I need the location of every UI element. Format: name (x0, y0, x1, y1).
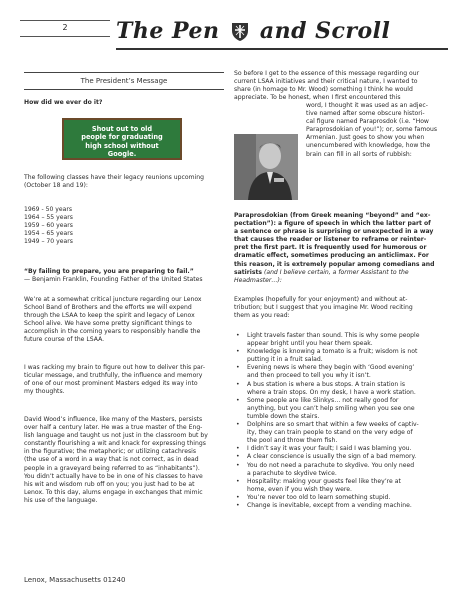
text-line: my thoughts. (24, 388, 65, 396)
text-line: • I didn’t say it was your fault; I said I was blaming you. (247, 445, 412, 453)
text-line: future course of the LSAA. (24, 336, 105, 344)
text-line: current LSAA initiatives and their critical nature, I wanted to (234, 78, 418, 86)
quote-block (24, 268, 203, 284)
text-line: dramatic effect, sometimes producing an anticlimax. For (234, 252, 429, 260)
intro-wrap-paragraph (306, 102, 437, 159)
text-line: • Knowledge is knowing a tomato is a fruit; wisdom is not (247, 348, 418, 356)
text-line: • Light travels faster than sound. This is why some people (247, 332, 420, 339)
reunion-item: 1969 - 50 years (24, 206, 73, 213)
joke-item (234, 453, 448, 461)
text-line: cal figure named Paraprosdok (i.e. “How (306, 118, 429, 126)
footer-address: Lenox, Massachusetts 01240 (24, 576, 126, 584)
text-line: We’re at a somewhat critical juncture regarding our Lenox (24, 296, 202, 303)
text-line: • Some people are like Slinkys… not really good for (247, 396, 399, 404)
text-line: tive named after some obscure histori- (306, 110, 425, 118)
section-heading: The President’s Message (80, 77, 168, 85)
reunion-item: 1959 – 60 years (24, 222, 73, 230)
text-line: through the LSAA to keep the spirit and legacy of Lenox (24, 312, 195, 320)
joke-item (234, 364, 448, 380)
text-line: the pool and throw them fish. (247, 437, 338, 445)
joke-item (234, 445, 448, 453)
definition-paragraph (234, 212, 434, 285)
text-line: Paraprosdokian (from Greek meaning “beyond” and “ex- (234, 212, 431, 219)
text-line: his wit and wisdom rub off on you; you just had to be at (24, 480, 195, 488)
text-line: ity, they can train people to stand on the very edge of (247, 429, 413, 437)
masthead (20, 18, 448, 58)
chalkboard-line: Shout out to old (91, 125, 153, 133)
text-line: • Evening news is where they begin with ‘Good evening’ (247, 364, 415, 372)
chalkboard-line: people for graduating (81, 133, 163, 142)
text-line: David Wood’s influence, like many of the Masters, persists (24, 416, 203, 423)
reunions-intro (24, 174, 204, 190)
text-line: putting it in a fruit salad. (247, 356, 323, 364)
examples-intro (234, 296, 413, 320)
text-line: (the use of a word in a way that is not correct, as in dead (24, 456, 199, 464)
italic-aside: Headmaster…): (234, 276, 282, 284)
text-line: people in a graveyard being referred to as “inhabitants”). (24, 464, 200, 472)
text-line: brain can fill in all sorts of rubbish: (306, 150, 412, 158)
text-line: • Change is inevitable, except from a vending machine. (247, 501, 412, 509)
joke-item (234, 381, 448, 397)
italic-aside: (and I believe certain, a former Assistant to the (262, 268, 409, 276)
text-line: So before I get to the essence of this message regarding our (234, 70, 420, 77)
text-line: pret the first part. It is frequently used for humorous or (234, 244, 427, 252)
text-line: them as you read: (234, 312, 290, 320)
text-line: School alive. We have some pretty significant things to (24, 320, 192, 328)
joke-item (234, 348, 448, 364)
text-line: (October 18 and 19): (24, 182, 88, 190)
text-line: Paraprosdokian of you!”); or, some famous (306, 126, 438, 134)
text-line: • You’re never too old to learn something stupid. (247, 493, 391, 501)
text-line: School Band of Brothers and the efforts we will expend (24, 304, 192, 312)
joke-item (234, 494, 448, 502)
paragraph-2 (24, 364, 205, 396)
page-number-rule-bottom (20, 36, 110, 37)
title-left: The Pen (116, 18, 220, 44)
intro-paragraph (234, 70, 419, 102)
text-line: tumble down the stairs. (247, 412, 320, 420)
text-line: that causes the reader or listener to reframe or reinter- (234, 236, 427, 244)
text-line: of one of our most prominent Masters edged its way into (24, 380, 198, 388)
quote-text: “By failing to prepare, you are preparing to fail.” (24, 268, 194, 275)
text-line: in the figurative; the metaphoric; or utilizing catachresis (24, 448, 197, 456)
text-line: accomplish in the coming years to responsibly handle the (24, 328, 201, 336)
text-line: word, I thought it was used as an adjec- (306, 102, 428, 109)
text-line: this reason, it is extremely popular among comedians and (234, 260, 435, 268)
page-number-rule-top (20, 20, 110, 21)
joke-item (234, 502, 448, 510)
question-heading: How did we ever do it? (24, 99, 103, 106)
chalkboard-line: Google. (107, 150, 137, 159)
text-line: a sentence or phrase is surprising or unexpected in a way (234, 228, 434, 236)
text-line: home, even if you wish they were. (247, 485, 352, 493)
text-line: • You do not need a parachute to skydive. You only need (247, 461, 415, 469)
paragraph-3 (24, 416, 208, 505)
text-line: I was racking my brain to figure out how to deliver this par- (24, 364, 206, 371)
paragraph-1 (24, 296, 202, 345)
joke-item (234, 478, 448, 494)
text-line: lish language and taught us not just in the classroom but by (24, 432, 208, 440)
title-right: and Scroll (259, 18, 391, 44)
reunion-item: 1964 – 55 years (24, 214, 73, 222)
masthead-rule (116, 48, 448, 50)
text-line: Examples (hopefully for your enjoyment) and without at- (234, 296, 408, 303)
joke-list (234, 332, 448, 510)
text-line (234, 277, 434, 285)
text-line: ticular message, and truthfully, the influence and memory (24, 372, 203, 380)
text-line: over half a century later. He was a true master of the Eng- (24, 424, 203, 432)
text-line: • A clear conscience is usually the sign of a bad memory. (247, 453, 417, 461)
text-line: a parachute to skydive twice. (247, 469, 337, 477)
text-line: constantly flourishing a wit and knack for expressing things (24, 440, 206, 448)
text-line: • Dolphins are so smart that within a few weeks of captiv- (247, 421, 419, 429)
text-line (234, 269, 434, 277)
text-line: tribution; but I suggest that you imagine Mr. Wood reciting (234, 304, 413, 312)
section-heading-box (24, 72, 224, 90)
text-line: Lenox. To this day, alums engage in exchanges that mimic (24, 488, 203, 496)
bold-term: satirists (234, 268, 263, 276)
reunion-item: 1949 – 70 years (24, 238, 73, 246)
chalkboard-line: high school without (85, 141, 159, 150)
joke-item (234, 421, 448, 445)
chalkboard-image (62, 118, 182, 160)
text-line: Armenian. Just goes to show you when (306, 134, 425, 142)
text-line: anything, but you can’t help smiling when you see one (247, 404, 415, 412)
quote-attribution: — Benjamin Franklin, Founding Father of the United States (24, 276, 203, 284)
page-number: 2 (62, 23, 68, 32)
joke-item (234, 462, 448, 478)
text-line: where a train stops. On my desk, I have a work station. (247, 388, 416, 396)
text-line: • A bus station is where a bus stops. A train station is (247, 380, 406, 388)
text-line: appear bright until you hear them speak. (247, 340, 373, 348)
text-line: unencumbered with knowledge, how the (306, 142, 431, 150)
joke-item (234, 332, 448, 348)
portrait-photo (234, 134, 298, 200)
text-line: You didn’t actually have to be in one of his classes to have (24, 472, 203, 480)
text-line: his use of the language. (24, 496, 98, 504)
text-line: • Hospitality: making your guests feel like they’re at (247, 477, 401, 485)
text-line: and then proceed to tell you why it isn’t. (247, 372, 371, 380)
text-line: The following classes have their legacy reunions upcoming (24, 174, 204, 181)
joke-item (234, 397, 448, 421)
text-line: appreciate. To be honest, when I first encountered this (234, 94, 401, 102)
crest-icon (231, 22, 249, 42)
text-line: pectation”): a figure of speech in which the latter part of (234, 220, 431, 228)
reunion-list (24, 206, 73, 246)
reunion-item: 1954 – 65 years (24, 230, 73, 238)
newsletter-title (116, 18, 390, 44)
text-line: share (in homage to Mr. Wood) something I think he would (234, 86, 413, 94)
portrait-image (234, 134, 298, 200)
